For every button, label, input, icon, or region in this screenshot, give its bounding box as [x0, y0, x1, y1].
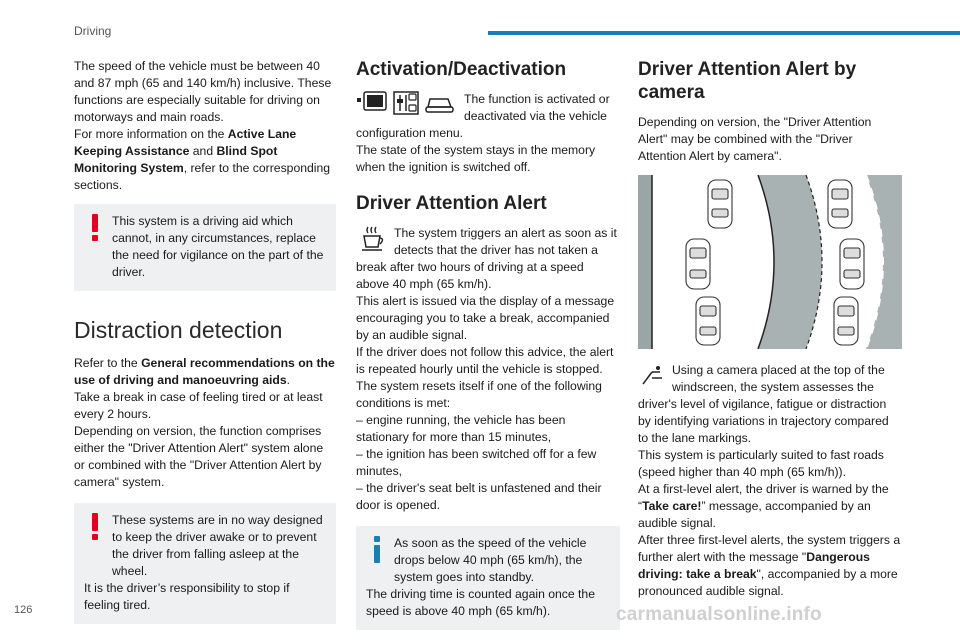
condition-item: – engine running, the vehicle has been stationary for more than 15 minutes, — [356, 413, 566, 444]
camera-windscreen-icon — [640, 362, 666, 388]
lane-trajectory-illustration — [638, 175, 902, 349]
memory-paragraph: The state of the system stays in the memory when the ignition is switched off. — [356, 143, 596, 174]
info-box-standby — [356, 526, 620, 630]
section-title-dda: Driver Attention Alert — [356, 193, 547, 214]
info-text-2: The driving time is counted again once the speed is above 40 mph (65 km/h). — [366, 587, 595, 618]
more-info-paragraph: For more information on the Active Lane Keeping Assistance and Blind Spot Monitoring System, refer to the corresponding sections. — [74, 127, 331, 192]
activation-text: The function is activated or deactivated via the vehicle configuration menu. — [356, 92, 610, 140]
camera-further-alert-paragraph: After three first-level alerts, the system triggers a further alert with the message "Dangerous driving: take a break", accompanied by a more pronounced audible signal. — [638, 533, 901, 598]
exclamation-warning-icon — [84, 512, 106, 542]
info-text: As soon as the speed of the vehicle drops below 40 mph (65 km/h), the system goes into standby. — [394, 536, 587, 584]
dda-reset-paragraph: The system resets itself if one of the following conditions is met: — [356, 379, 602, 410]
warning-text: These systems are in no way designed to keep the driver awake or to prevent the driver from falling asleep at the wheel. — [112, 513, 323, 578]
column-left — [74, 58, 336, 624]
refer-paragraph: Refer to the General recommendations on the use of driving and manoeuvring aids. — [74, 356, 335, 387]
column-right — [638, 58, 902, 600]
condition-item: – the driver's seat belt is unfastened and their door is opened. — [356, 481, 602, 512]
activation-row — [356, 91, 620, 142]
car-illustration — [696, 297, 720, 345]
section-title-camera: Driver Attention Alert by camera — [638, 59, 857, 103]
camera-first-alert-paragraph: At a first-level alert, the driver is warned by the “Take care!” message, accompanied by an audible signal. — [638, 482, 889, 530]
running-header: Driving — [74, 24, 112, 38]
warning-box-awake — [74, 503, 336, 624]
header-accent-bar — [488, 31, 960, 35]
coffee-cup-icon — [360, 225, 386, 253]
dda-repeat-paragraph: If the driver does not follow this advice, the alert is repeated hourly until the vehicle is stopped. — [356, 345, 614, 376]
car-illustration — [834, 297, 858, 345]
column-middle — [356, 58, 620, 630]
warning-text-2: It is the driver’s responsibility to stop if feeling tired. — [84, 581, 290, 612]
speed-paragraph: The speed of the vehicle must be between 40 and 87 mph (65 and 140 km/h) inclusive. These functions are especially suitable for driving on motorways and main roads. — [74, 59, 332, 124]
version-paragraph: Depending on version, the function comprises either the "Driver Attention Alert" system alone or combined with the "Driver Attention Alert by camera" system. — [74, 424, 324, 489]
section-title-distraction: Distraction detection — [74, 317, 283, 343]
warning-box-driving-aid — [74, 204, 336, 291]
camera-fast-roads-paragraph: This system is particularly suited to fast roads (speed higher than 40 mph (65 km/h)). — [638, 448, 884, 479]
dda-intro: The system triggers an alert as soon as it detects that the driver has not taken a break after two hours of driving at a speed above 40 mph (65 km/h). — [356, 226, 617, 291]
car-illustration — [840, 239, 864, 289]
break-paragraph: Take a break in case of feeling tired or at least every 2 hours. — [74, 390, 323, 421]
watermark[interactable]: carmanualsonline.info — [616, 604, 822, 625]
car-illustration — [708, 180, 732, 228]
info-icon — [366, 535, 388, 565]
configuration-menu-icons — [356, 89, 458, 117]
camera-intro-paragraph: Depending on version, the "Driver Attention Alert" may be combined with the "Driver Attention Alert by camera". — [638, 115, 872, 163]
car-illustration — [686, 239, 710, 289]
condition-item: – the ignition has been switched off for a few minutes, — [356, 447, 597, 478]
exclamation-warning-icon — [84, 213, 106, 243]
camera-description: Using a camera placed at the top of the windscreen, the system assesses the driver's level of vigilance, fatigue or distraction by identifying variations in trajectory compared to the lane markings. — [638, 363, 889, 445]
page-number: 126 — [14, 604, 33, 616]
car-illustration — [828, 180, 852, 228]
warning-text: This system is a driving aid which cannot, in any circumstances, replace the need for vigilance on the part of the driver. — [112, 214, 324, 279]
section-title-activation: Activation/Deactivation — [356, 59, 567, 80]
dda-message-paragraph: This alert is issued via the display of a message encouraging you to take a break, accompanied by an audible signal. — [356, 294, 615, 342]
